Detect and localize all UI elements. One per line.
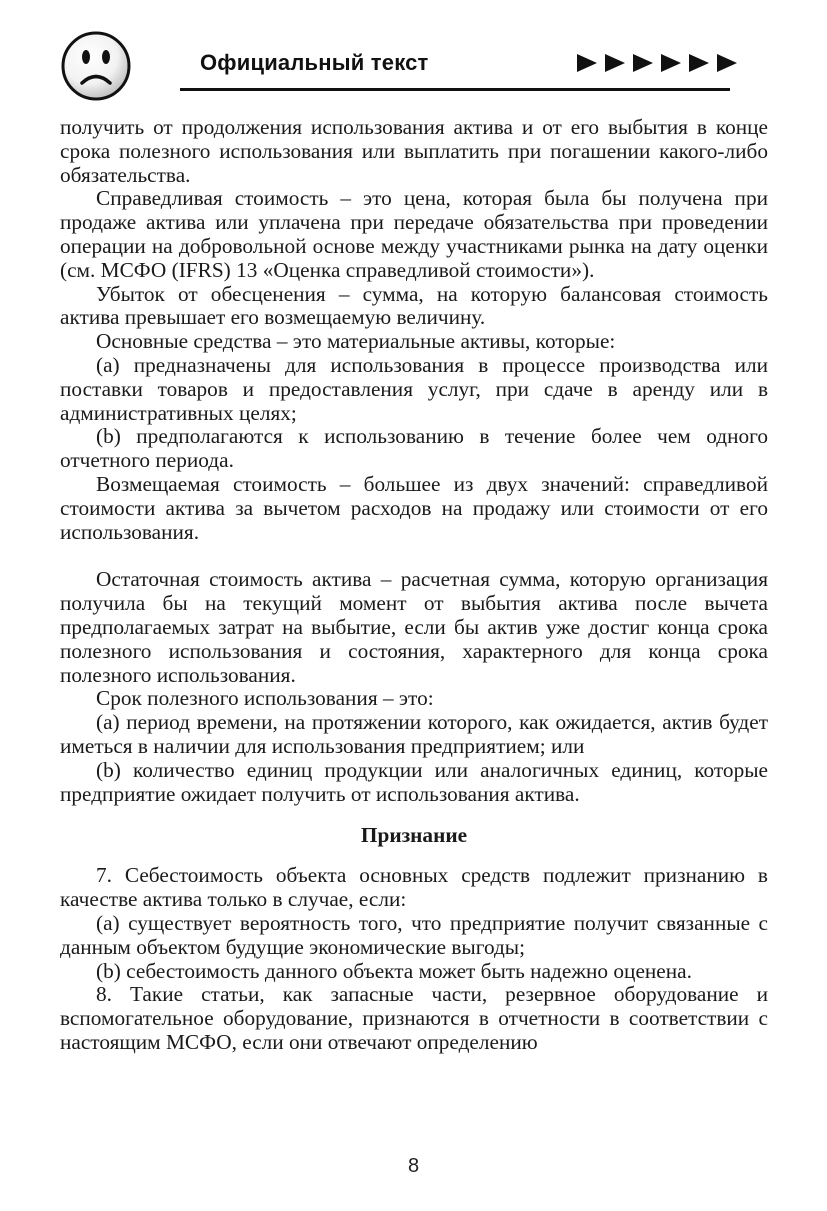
paragraph: 7. Себестоимость объекта основных средств подлежит признанию в качестве актива только в случае, если: bbox=[60, 863, 768, 912]
sad-face-icon bbox=[60, 30, 132, 102]
paragraph: (a) предназначены для использования в процессе производства или поставки товаров и предоставления услуг, при сдаче в аренду или в административных целях; bbox=[60, 352, 768, 425]
paragraph: (a) существует вероятность того, что предприятие получит связанные с данным объектом будущие экономические выгоды; bbox=[60, 910, 768, 959]
paragraph: 8. Такие статьи, как запасные части, резервное оборудование и вспомогательное оборудование, признаются в отчетности в соответствии с настоящим МСФО, если они отвечают определению bbox=[60, 982, 768, 1054]
paragraph: Остаточная стоимость актива – расчетная сумма, которую организация получила бы на текущий момент от выбытия актива после вычета предполагаемых затрат на выбытие, если бы актив уже достиг конца срока полезного использования и состояния, характерного для конца срока полезного использования. bbox=[60, 567, 768, 687]
page-header bbox=[0, 0, 827, 100]
paragraph: Возмещаемая стоимость – большее из двух значений: справедливой стоимости актива за вычетом расходов на продажу или стоимости от его использования. bbox=[60, 471, 768, 544]
play-arrows-icon bbox=[577, 52, 743, 74]
paragraph: (b) предполагаются к использованию в течение более чем одного отчетного периода. bbox=[60, 424, 768, 473]
paragraph: Справедливая стоимость – это цена, которая была бы получена при продаже актива или уплачена при передаче обязательства при проведении операции на добровольной основе между участниками рынка на дату оценки (см. МСФО (IFRS) 13 «Оценка справедливой стоимости»). bbox=[60, 186, 768, 282]
paragraph: Срок полезного использования – это: bbox=[96, 686, 434, 711]
page-number: 8 bbox=[407, 1155, 420, 1177]
paragraph: Убыток от обесценения – сумма, на которую балансовая стоимость актива превышает его возмещаемую величину. bbox=[60, 281, 768, 330]
paragraph: (a) период времени, на протяжении которого, как ожидается, актив будет иметься в наличии для использования предприятием; или bbox=[60, 710, 768, 758]
paragraph: Основные средства – это материальные активы, которые: bbox=[96, 329, 616, 354]
section-heading: Признание bbox=[360, 823, 468, 848]
paragraph: (b) себестоимость данного объекта может быть надежно оценена. bbox=[96, 958, 692, 983]
page-body bbox=[60, 116, 768, 1055]
paragraph: (b) количество единиц продукции или аналогичных единиц, которые предприятие ожидает получить от использования актива. bbox=[60, 757, 768, 806]
header-title: Официальный текст bbox=[200, 50, 429, 75]
header-divider bbox=[180, 88, 730, 91]
paragraph: получить от продолжения использования актива и от его выбытия в конце срока полезного использования или выплатить при погашении какого-либо обязательства. bbox=[60, 115, 768, 187]
